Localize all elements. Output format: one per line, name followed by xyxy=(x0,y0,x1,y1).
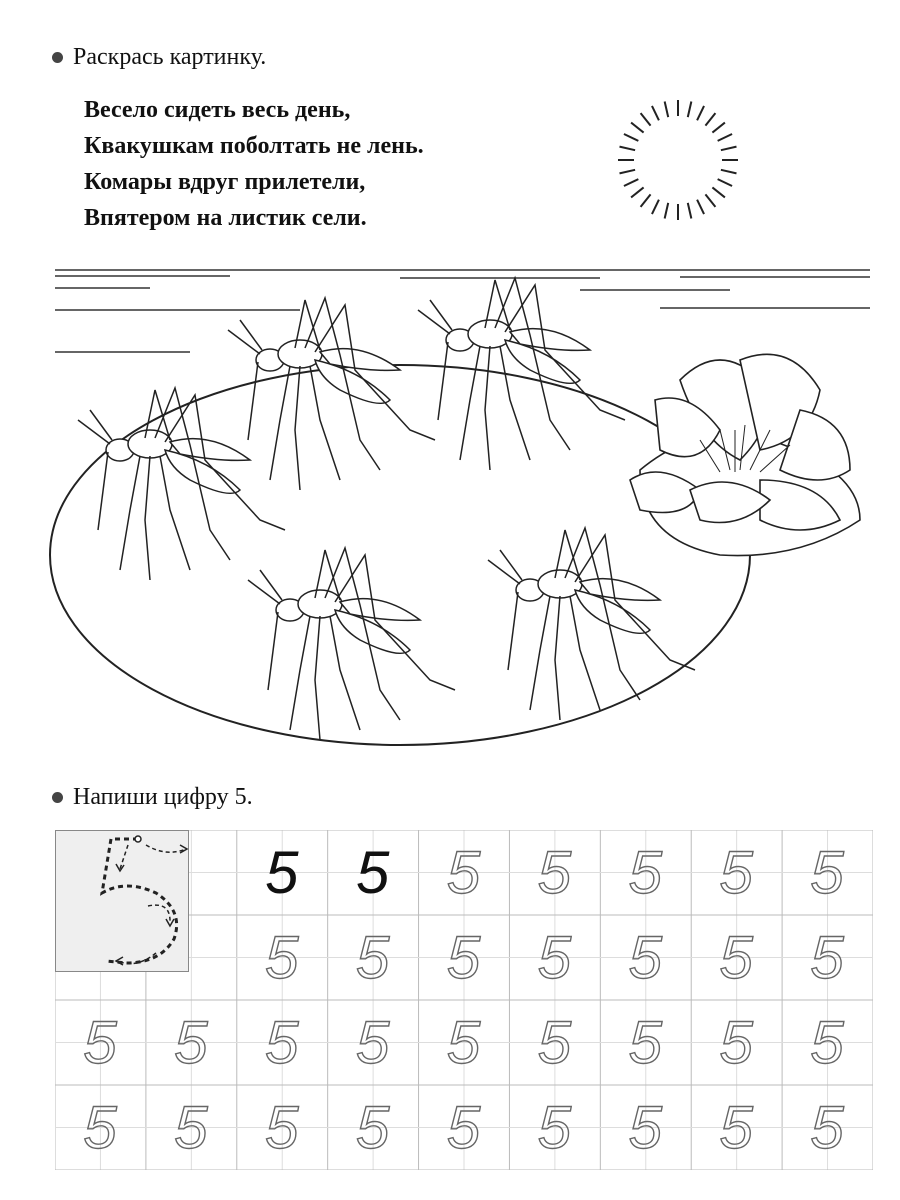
digit-five-trace[interactable]: 5 xyxy=(810,839,844,906)
digit-five-trace[interactable]: 5 xyxy=(810,1094,844,1161)
digit-five-trace[interactable]: 5 xyxy=(628,1094,663,1161)
digit-five-trace[interactable]: 5 xyxy=(355,1094,390,1161)
sun-ray xyxy=(652,106,659,120)
sun-ray xyxy=(620,170,636,174)
task-write-digit xyxy=(52,784,253,811)
digit-five-trace[interactable]: 5 xyxy=(537,1094,572,1161)
digit-five-trace[interactable]: 5 xyxy=(174,1009,208,1076)
digit-five-trace[interactable]: 5 xyxy=(719,839,753,906)
digit-five-trace[interactable]: 5 xyxy=(446,839,481,906)
water-lily-flower xyxy=(630,354,860,555)
digit-five-trace[interactable]: 5 xyxy=(628,924,663,991)
digit-five-trace[interactable]: 5 xyxy=(537,1009,572,1076)
digit-five-trace[interactable]: 5 xyxy=(810,924,844,991)
sun-ray xyxy=(631,123,644,133)
sun-ray xyxy=(718,179,732,186)
mosquito-drawing xyxy=(418,278,625,470)
digit-five-trace[interactable]: 5 xyxy=(537,924,572,991)
digit-five-trace[interactable]: 5 xyxy=(628,1009,663,1076)
digit-five-trace[interactable]: 5 xyxy=(446,924,481,991)
sun-ray xyxy=(712,123,725,133)
poem-line: Весело сидеть весь день, xyxy=(84,97,351,123)
stroke-order-arrows xyxy=(56,831,190,973)
sun-ray xyxy=(721,170,737,174)
mosquito-drawing xyxy=(228,298,435,490)
sun-ray xyxy=(641,194,651,207)
digit-five-trace[interactable]: 5 xyxy=(83,1009,117,1076)
sun-ray xyxy=(620,147,636,151)
task-color-label: Раскрась картинку. xyxy=(73,44,267,70)
sun-icon xyxy=(618,100,738,220)
digit-five-trace[interactable]: 5 xyxy=(174,1094,208,1161)
mosquito-drawing xyxy=(248,548,455,740)
mosquito-drawing xyxy=(78,388,285,580)
bullet-icon xyxy=(52,792,63,803)
digit-five-trace[interactable]: 5 xyxy=(355,1009,390,1076)
digit-five-sample: 5 xyxy=(265,839,299,906)
digit-five-trace[interactable]: 5 xyxy=(265,1009,299,1076)
sun-ray xyxy=(712,187,725,197)
digit-five-sample: 5 xyxy=(355,839,390,906)
poem-line: Впятером на листик сели. xyxy=(84,205,367,231)
sun-ray xyxy=(652,200,659,214)
digit-five-trace[interactable]: 5 xyxy=(628,839,663,906)
writing-grid[interactable] xyxy=(55,830,873,1170)
digit-five-trace[interactable]: 5 xyxy=(355,924,390,991)
digit-five-trace[interactable]: 5 xyxy=(265,1094,299,1161)
lily-pad xyxy=(50,365,750,745)
sun-ray xyxy=(721,147,737,151)
sun-ray xyxy=(624,134,638,141)
sun-ray xyxy=(688,102,692,118)
sun-ray xyxy=(624,179,638,186)
sun-ray xyxy=(688,203,692,219)
sun-ray xyxy=(665,102,669,118)
digit-sample-box xyxy=(55,830,189,972)
task-write-label: Напиши цифру 5. xyxy=(73,784,253,810)
sun-ray xyxy=(697,200,704,214)
digit-five-trace[interactable]: 5 xyxy=(446,1009,481,1076)
digit-five-trace[interactable]: 5 xyxy=(810,1009,844,1076)
sun-ray xyxy=(665,203,669,219)
sun-ray xyxy=(705,194,715,207)
digit-five-trace[interactable]: 5 xyxy=(719,1009,753,1076)
poem-line: Комары вдруг прилетели, xyxy=(84,169,366,195)
sun-ray xyxy=(631,187,644,197)
digit-five-trace[interactable]: 5 xyxy=(719,924,753,991)
digit-five-trace[interactable]: 5 xyxy=(719,1094,753,1161)
sun-ray xyxy=(718,134,732,141)
poem-line: Квакушкам поболтать не лень. xyxy=(84,133,424,159)
digit-five-trace[interactable]: 5 xyxy=(446,1094,481,1161)
digit-five-trace[interactable]: 5 xyxy=(537,839,572,906)
sun-ray xyxy=(705,113,715,126)
sun-ray xyxy=(697,106,704,120)
digit-five-trace[interactable]: 5 xyxy=(83,1094,117,1161)
digit-five-trace[interactable]: 5 xyxy=(265,924,299,991)
mosquito-drawing xyxy=(488,528,695,720)
sun-ray xyxy=(641,113,651,126)
